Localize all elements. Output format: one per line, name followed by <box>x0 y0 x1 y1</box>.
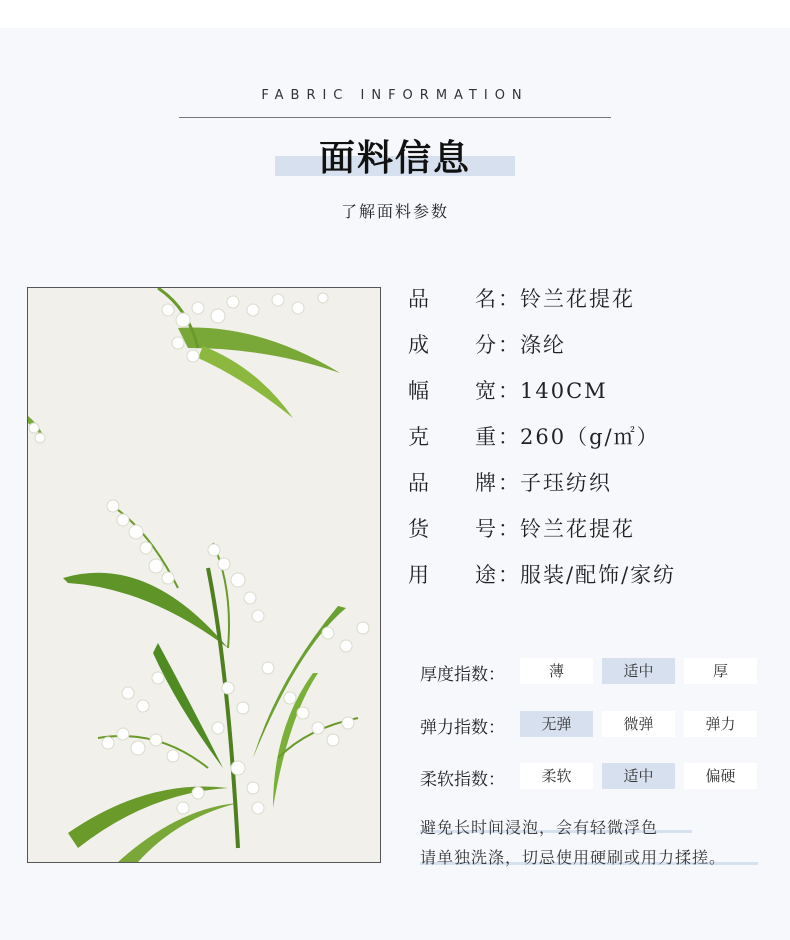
spec-label: 克重 <box>408 425 498 449</box>
section-eyebrow: FABRIC INFORMATION <box>261 88 529 103</box>
index-option: 薄 <box>520 658 593 684</box>
index-label: 柔软指数： <box>420 770 505 790</box>
spec-row-usage <box>408 559 676 605</box>
index-option-selected: 无弹 <box>520 711 593 737</box>
spec-colon: ： <box>498 563 521 587</box>
index-label: 弹力指数： <box>420 718 505 738</box>
index-option: 弹力 <box>684 711 757 737</box>
top-strip <box>0 0 790 28</box>
spec-value: 260（g/㎡） <box>520 425 660 449</box>
spec-list <box>408 283 676 605</box>
spec-colon: ： <box>498 287 521 311</box>
spec-colon: ： <box>498 379 521 403</box>
spec-label: 成分 <box>408 333 498 357</box>
index-option: 厚 <box>684 658 757 684</box>
spec-label: 品牌 <box>408 471 498 495</box>
spec-value: 服装/配饰/家纺 <box>520 563 677 587</box>
spec-row-width <box>408 375 676 421</box>
spec-colon: ： <box>498 517 521 541</box>
spec-row-composition <box>408 329 676 375</box>
spec-value: 铃兰花提花 <box>520 517 635 541</box>
spec-label: 用途 <box>408 563 498 587</box>
spec-row-name <box>408 283 676 329</box>
page-title: 面料信息 <box>318 138 471 179</box>
index-option: 微弹 <box>602 711 675 737</box>
spec-label: 幅宽 <box>408 379 498 403</box>
spec-colon: ： <box>498 471 521 495</box>
index-label: 厚度指数： <box>420 665 505 685</box>
index-option-selected: 适中 <box>602 763 675 789</box>
spec-value: 铃兰花提花 <box>520 287 635 311</box>
spec-colon: ： <box>498 425 521 449</box>
spec-value: 涤纶 <box>520 333 566 357</box>
spec-row-brand <box>408 467 676 513</box>
index-option: 柔软 <box>520 763 593 789</box>
spec-colon: ： <box>498 333 521 357</box>
index-option: 偏硬 <box>684 763 757 789</box>
spec-value: 子珏纺织 <box>520 471 612 495</box>
spec-value: 140CM <box>520 379 608 403</box>
spec-row-weight <box>408 421 676 467</box>
spec-label: 品名 <box>408 287 498 311</box>
care-note-1: 避免长时间浸泡，会有轻微浮色 <box>420 818 659 837</box>
lily-of-the-valley-illustration <box>28 288 380 862</box>
spec-label: 货号 <box>408 517 498 541</box>
header-divider <box>179 117 611 118</box>
spec-row-item-number <box>408 513 676 559</box>
page-subtitle: 了解面料参数 <box>340 202 449 221</box>
care-note-2: 请单独洗涤，切忌使用硬刷或用力揉搓。 <box>420 848 727 867</box>
fabric-photo <box>27 287 381 863</box>
index-option-selected: 适中 <box>602 658 675 684</box>
